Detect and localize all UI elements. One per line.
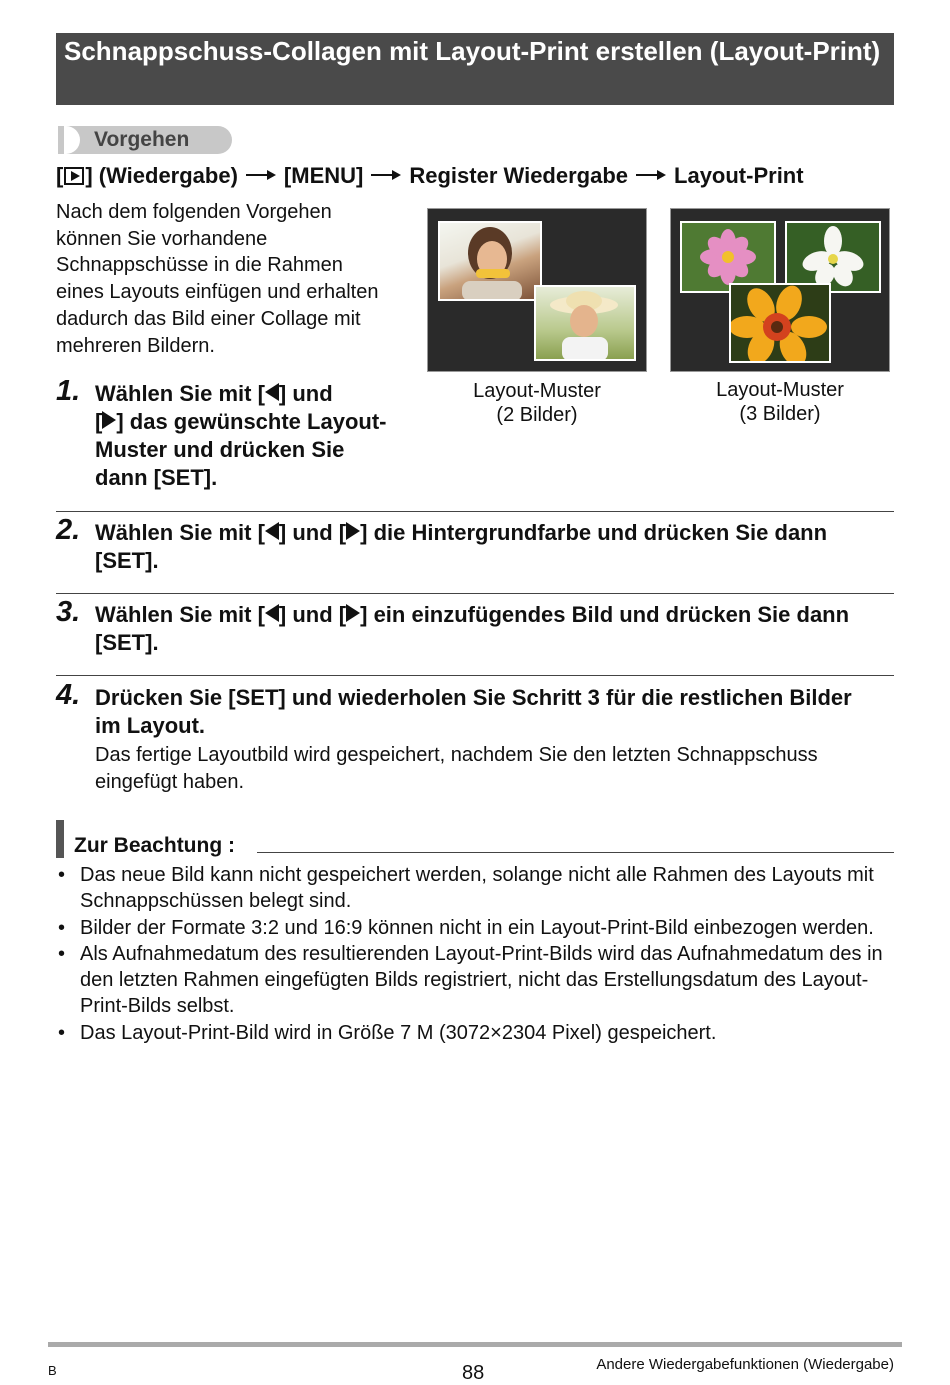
footer-language-code: B bbox=[48, 1363, 57, 1378]
note-item: • Bilder der Formate 3:2 und 16:9 können nicht in ein Layout-Print-Bild einbezogen werden. bbox=[56, 915, 896, 941]
footer-rule bbox=[48, 1342, 902, 1347]
step-text-part: ] und [ bbox=[278, 520, 347, 545]
arrow-right-icon bbox=[246, 170, 276, 180]
step-number: 1. bbox=[56, 375, 81, 407]
menu-path-register: Register Wiedergabe bbox=[409, 163, 629, 188]
menu-path-playback: ] (Wiedergabe) bbox=[85, 163, 238, 188]
left-triangle-icon bbox=[265, 604, 279, 622]
note-title: Zur Beachtung : bbox=[74, 834, 235, 857]
menu-path-open: [ bbox=[56, 163, 64, 188]
menu-path-target: Layout-Print bbox=[674, 163, 804, 188]
arrow-right-icon bbox=[371, 170, 401, 180]
left-triangle-icon bbox=[265, 383, 279, 401]
note-item: • Das Layout-Print-Bild wird in Größe 7 M (3072×2304 Pixel) gespeichert. bbox=[56, 1020, 896, 1046]
divider bbox=[56, 593, 894, 594]
arrow-right-icon bbox=[636, 170, 666, 180]
note-item: • Das neue Bild kann nicht gespeichert werden, solange nicht alle Rahmen des Layouts mit Schnappschüssen belegt sind. bbox=[56, 862, 896, 915]
figure-caption-3-images bbox=[670, 378, 890, 426]
layout-sample-3-images bbox=[670, 208, 890, 372]
woman-eating-corn-image bbox=[440, 223, 540, 299]
note-marker bbox=[56, 820, 64, 858]
step-subtext: Das fertige Layoutbild wird gespeichert, nachdem Sie den letzten Schnappschuss eingefügt haben. bbox=[95, 744, 818, 793]
intro-text: Nach dem folgenden Vorgehen können Sie vorhandene Schnappschüsse in die Rahmen eines Layouts einfügen und erhalten dadurch das Bild einer Collage mit mehreren Bildern. bbox=[56, 201, 379, 357]
divider bbox=[56, 511, 894, 512]
step-number: 2. bbox=[56, 514, 81, 546]
figure-caption-2-images bbox=[427, 379, 647, 427]
divider bbox=[56, 675, 894, 676]
page-number: 88 bbox=[462, 1362, 485, 1384]
right-triangle-icon bbox=[102, 411, 116, 429]
pink-cosmos-image bbox=[682, 223, 774, 291]
step-text bbox=[95, 601, 875, 657]
note-list bbox=[56, 862, 896, 1046]
procedure-label: Vorgehen bbox=[94, 128, 190, 151]
figure-caption-line2: (2 Bilder) bbox=[496, 404, 578, 426]
step-text-part: ] und [ bbox=[278, 602, 347, 627]
white-flower-image bbox=[787, 223, 879, 291]
woman-hat-image bbox=[536, 287, 634, 359]
step-text-part: [ bbox=[95, 409, 103, 434]
yellow-gazania-image bbox=[731, 285, 829, 361]
step-text-part: Wählen Sie mit [ bbox=[95, 520, 265, 545]
note-rule bbox=[257, 852, 894, 853]
right-triangle-icon bbox=[346, 604, 360, 622]
menu-path bbox=[56, 162, 936, 190]
step-text bbox=[95, 519, 895, 575]
playback-icon bbox=[64, 167, 84, 185]
step-text-part: ] das gewünschte Layout-Muster und drücken Sie dann [SET]. bbox=[95, 409, 387, 490]
figure-caption-line2: (3 Bilder) bbox=[739, 403, 821, 425]
step-text: Drücken Sie [SET] und wiederholen Sie Schritt 3 für die restlichen Bilder im Layout. bbox=[95, 685, 852, 738]
step-text-part: ] ein einzufügendes Bild und drücken Sie dann [SET]. bbox=[95, 602, 850, 655]
step-text-part: ] die Hintergrundfarbe und drücken Sie dann [SET]. bbox=[95, 520, 828, 573]
procedure-tab-marker bbox=[58, 126, 80, 154]
step-text-part: ] und bbox=[278, 381, 333, 406]
procedure-tab bbox=[58, 126, 232, 154]
yellow-flower-photo bbox=[729, 283, 831, 363]
figure-caption-line1: Layout-Muster bbox=[716, 379, 844, 401]
step-text-part: Wählen Sie mit [ bbox=[95, 602, 265, 627]
step-text bbox=[95, 380, 395, 492]
footer-section-title: Andere Wiedergabefunktionen (Wiedergabe) bbox=[596, 1356, 894, 1373]
right-triangle-icon bbox=[346, 522, 360, 540]
note-item: • Als Aufnahmedatum des resultierenden Layout-Print-Bilds wird das Aufnahmedatum des in den letzten Rahmen eingefügten Bilds registriert, nicht das Erstellungsdatum des Layout-Print-Bilds selbst. bbox=[56, 941, 896, 1020]
menu-path-menu: [MENU] bbox=[283, 163, 364, 188]
woman-photo-1 bbox=[438, 221, 542, 301]
step-number: 3. bbox=[56, 596, 81, 628]
page-title: Schnappschuss-Collagen mit Layout-Print erstellen (Layout-Print) bbox=[56, 33, 894, 105]
layout-sample-2-images bbox=[427, 208, 647, 372]
step-text-part: Wählen Sie mit [ bbox=[95, 381, 265, 406]
step-number: 4. bbox=[56, 679, 81, 711]
left-triangle-icon bbox=[265, 522, 279, 540]
woman-photo-2 bbox=[534, 285, 636, 361]
figure-caption-line1: Layout-Muster bbox=[473, 380, 601, 402]
